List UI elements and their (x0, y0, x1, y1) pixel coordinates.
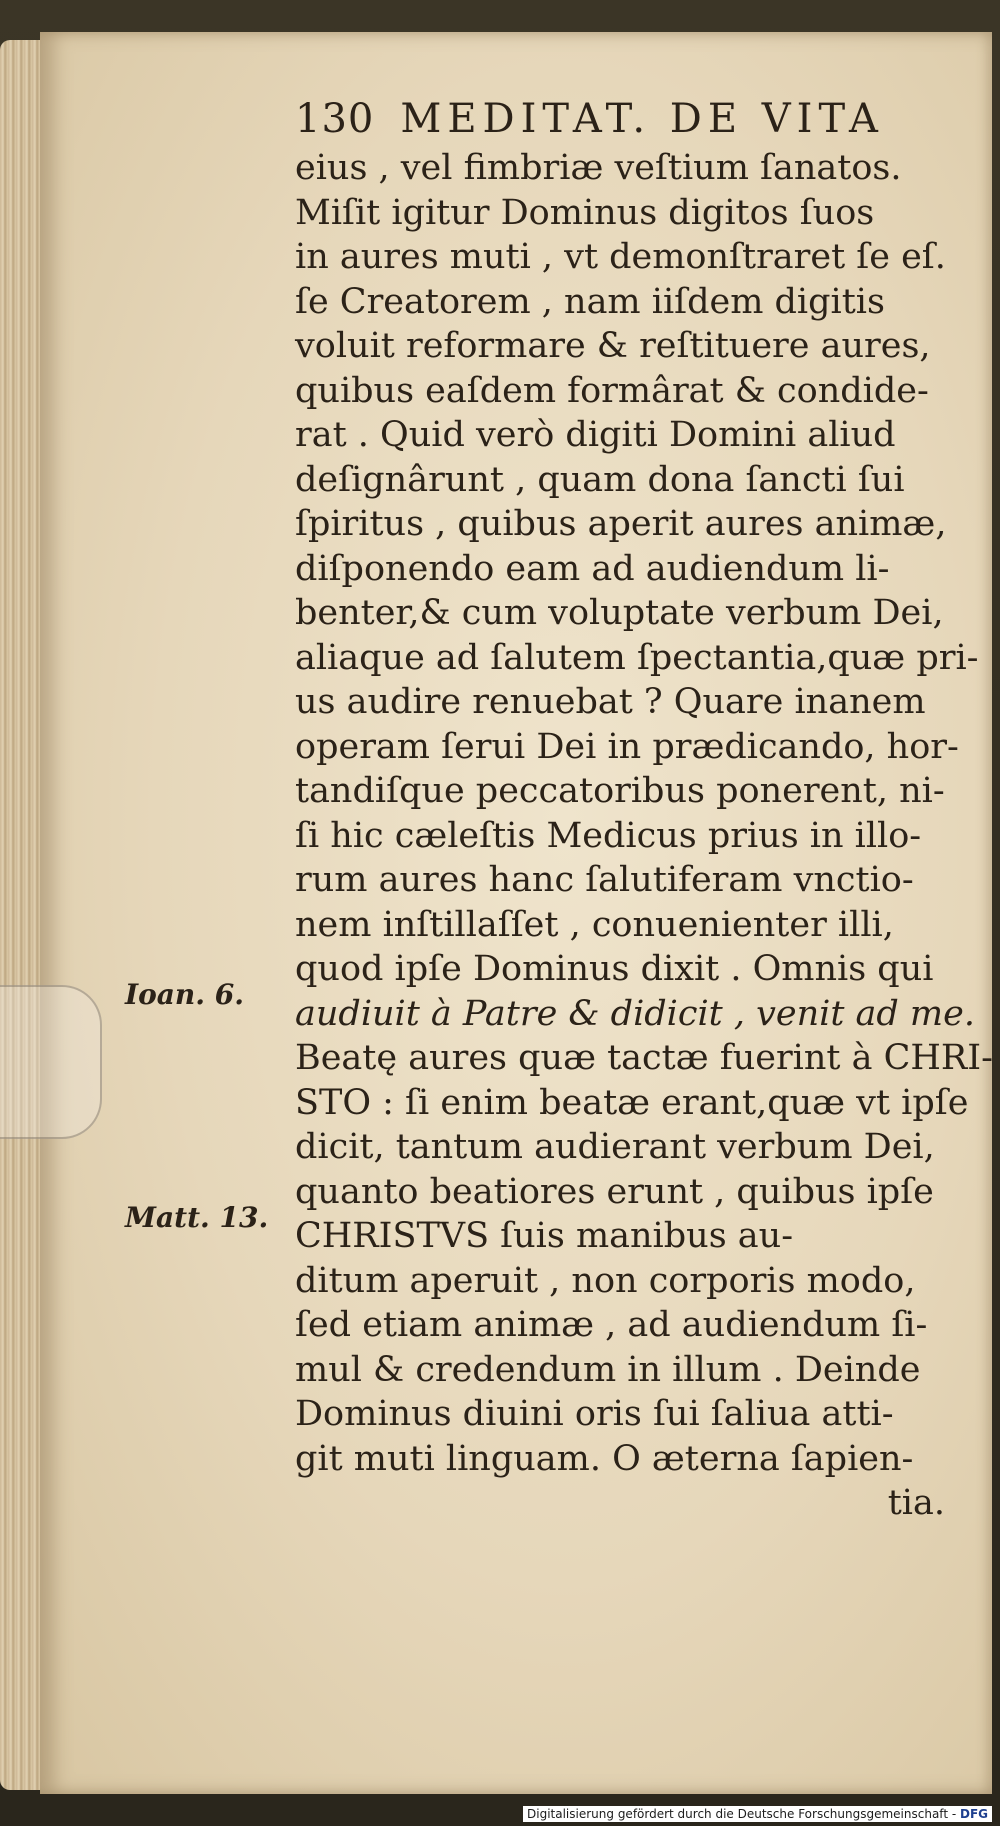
text-line: rum aures hanc ſalutiferam vnctio- (295, 860, 914, 900)
dfg-logo: DFG (959, 1807, 988, 1821)
text-line: eius , vel fimbriæ veſtium ſanatos. (295, 148, 902, 188)
text-line: diſponendo eam ad audiendum li- (295, 548, 890, 589)
text-line: deſignârunt , quam dona ſancti ſui (295, 459, 905, 500)
text-line: ſed etiam animæ , ad audiendum ſi- (295, 1305, 928, 1345)
text-line: quanto beatiores erunt , quibus ipſe (295, 1171, 934, 1212)
text-line: benter,& cum voluptate verbum Dei, (295, 593, 944, 633)
page-number: 130 (295, 96, 375, 142)
text-line: CHRISTVS ſuis manibus au- (295, 1216, 794, 1256)
text-line: STO : ſi enim beatæ erant,quæ vt ipſe (295, 1082, 969, 1123)
digitization-credit (523, 1806, 992, 1822)
text-line: aliaque ad ſalutem ſpectantia,quæ pri- (295, 637, 979, 678)
text-line: nem inſtillaſſet , conuenienter illi, (295, 904, 894, 945)
text-line: Beatę aures quæ tactæ fuerint à CHRI- (295, 1038, 993, 1078)
text-line: ſe Creatorem , nam iiſdem digitis (295, 281, 885, 322)
text-line: git muti linguam. O æterna ſapien- (295, 1438, 914, 1479)
text-line: quod ipſe Dominus dixit . Omnis qui (295, 949, 934, 989)
text-line: in aures muti , vt demonſtraret ſe eſ. (295, 237, 946, 277)
text-line: ſi hic cæleſtis Medicus prius in illo- (295, 815, 922, 856)
text-line: voluit reformare & reſtituere aures, (295, 326, 931, 366)
credit-text: Digitalisierung gefördert durch die Deutsche Forschungsgemeinschaft - (527, 1807, 960, 1821)
text-line: ſpiritus , quibus aperit aures animæ, (295, 504, 947, 544)
running-head-title: MEDITAT. DE VITA (400, 96, 884, 142)
text-line: mul & credendum in illum . Deinde (295, 1349, 921, 1390)
text-line: ditum aperuit , non corporis modo, (295, 1260, 916, 1301)
text-line: rat . Quid verò digiti Domini aliud (295, 415, 896, 455)
text-line-italic: audiuit à Patre & didicit , venit ad me. (295, 993, 975, 1034)
text-line: quibus eaſdem formârat & condide- (295, 370, 929, 411)
catchword: tia. (887, 1483, 945, 1523)
text-line: tandiſque peccatoribus ponerent, ni- (295, 771, 945, 811)
running-header (295, 92, 965, 146)
text-line: Miſit igitur Dominus digitos ſuos (295, 192, 875, 233)
text-line: operam ſerui Dei in prædicando, hor- (295, 726, 959, 767)
text-line: dicit, tantum audierant verbum Dei, (295, 1127, 935, 1167)
margin-note-matt: Matt. 13. (125, 1201, 269, 1234)
text-line: Dominus diuini oris ſui ſaliua atti- (295, 1394, 894, 1434)
thumb-tab (0, 985, 102, 1139)
text-line: us audire renuebat ? Quare inanem (295, 682, 926, 722)
margin-note-ioan: Ioan. 6. (125, 978, 244, 1011)
page-text (295, 92, 993, 1526)
